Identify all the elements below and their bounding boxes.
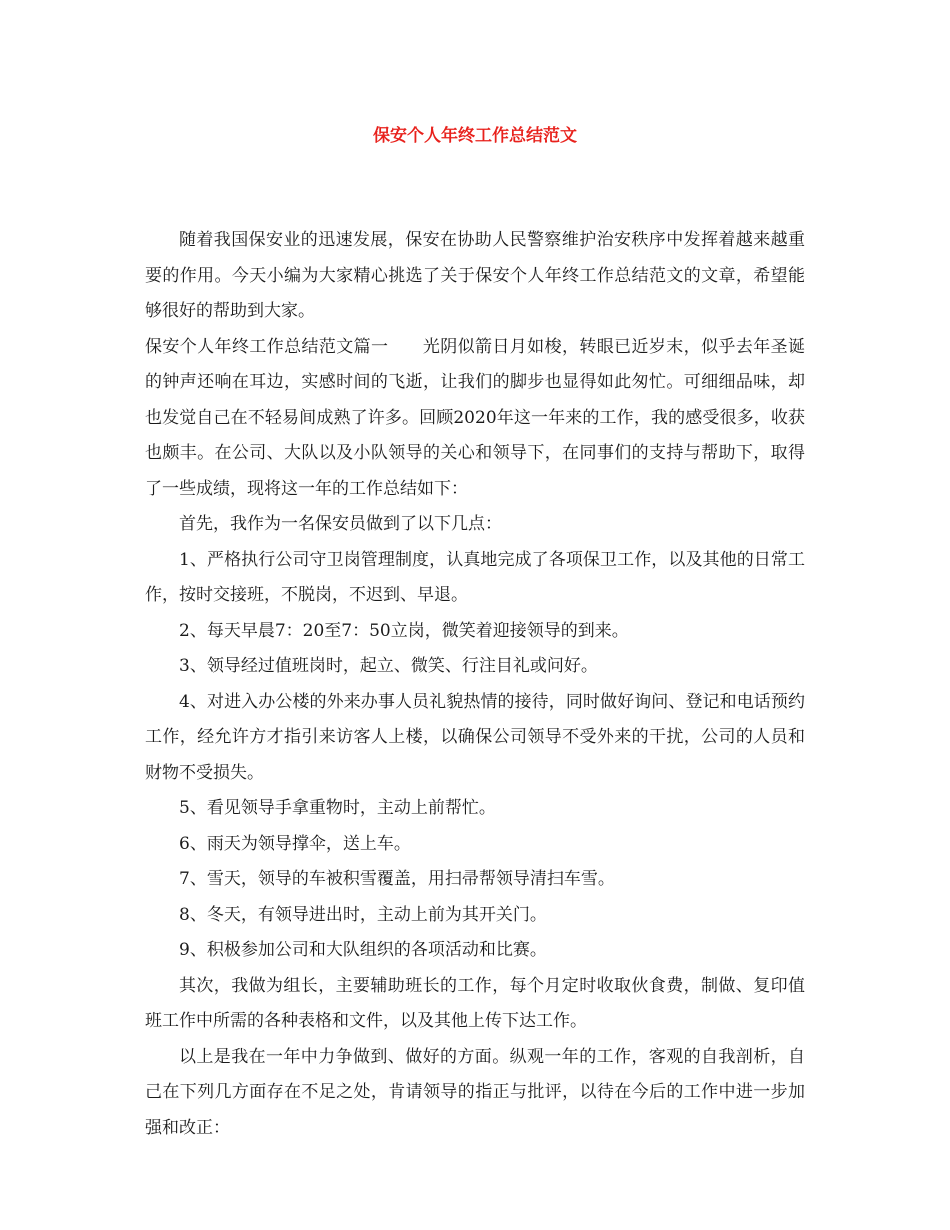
list-item-4: 4、对进入办公楼的外来办事人员礼貌热情的接待，同时做好询问、登记和电话预约工作，经允许方才指引来访客人上楼，以确保公司领导不受外来的干扰，公司的人员和财物不受损失。: [145, 691, 805, 783]
section-paragraph: [145, 330, 805, 508]
list-item-1: 1、严格执行公司守卫岗管理制度，认真地完成了各项保卫工作，以及其他的日常工作，按时交接班，不脱岗，不迟到、早退。: [145, 549, 805, 605]
intro-paragraph: 随着我国保安业的迅速发展，保安在协助人民警察维护治安秩序中发挥着越来越重要的作用。今天小编为大家精心挑选了关于保安个人年终工作总结范文的文章，希望能够很好的帮助到大家。: [145, 230, 805, 321]
closing-paragraph: 以上是我在一年中力争做到、做好的方面。纵观一年的工作，客观的自我剖析，自己在下列几方面存在不足之处，肯请领导的指正与批评，以待在今后的工作中进一步加强和改正：: [145, 1046, 805, 1138]
list-item-5: 5、看见领导手拿重物时，主动上前帮忙。: [179, 798, 496, 818]
list-item-3: 3、领导经过值班岗时，起立、微笑、行注目礼或问好。: [179, 656, 598, 676]
list-item-2: 2、每天早晨7：20至7：50立岗，微笑着迎接领导的到来。: [179, 620, 629, 641]
document-body: [145, 223, 805, 1146]
list-item-6: 6、雨天为领导撑伞，送上车。: [179, 833, 411, 854]
list-item-9: 9、积极参加公司和大队组织的各项活动和比赛。: [179, 940, 547, 960]
list-item-7: 7、雪天，领导的车被积雪覆盖，用扫帚帮领导清扫车雪。: [179, 869, 615, 889]
second-point-paragraph: 其次，我做为组长，主要辅助班长的工作，每个月定时收取伙食费，制做、复印值班工作中所需的各种表格和文件，以及其他上传下达工作。: [145, 975, 805, 1031]
first-point-paragraph: 首先，我作为一名保安员做到了以下几点：: [179, 514, 502, 534]
document-title: 保安个人年终工作总结范文: [373, 126, 577, 146]
list-item-8: 8、冬天，有领导进出时，主动上前为其开关门。: [179, 904, 547, 925]
section-label: 保安个人年终工作总结范文篇一: [145, 336, 389, 357]
section-first-text: 光阴似箭日月如梭，转眼已近岁末，似乎去年圣诞的钟声还响在耳边，实感时间的飞逝，让我们的脚步也显得如此匆忙。可细细品味，却也发觉自己在不轻易间成熟了许多。回顾2020年这一年来的工作，我的感受很多，收获也颇丰。在公司、大队以及小队领导的关心和领导下，在同事们的支持与帮助下，取得了一些成绩，现将这一年的工作总结如下：: [145, 336, 806, 499]
